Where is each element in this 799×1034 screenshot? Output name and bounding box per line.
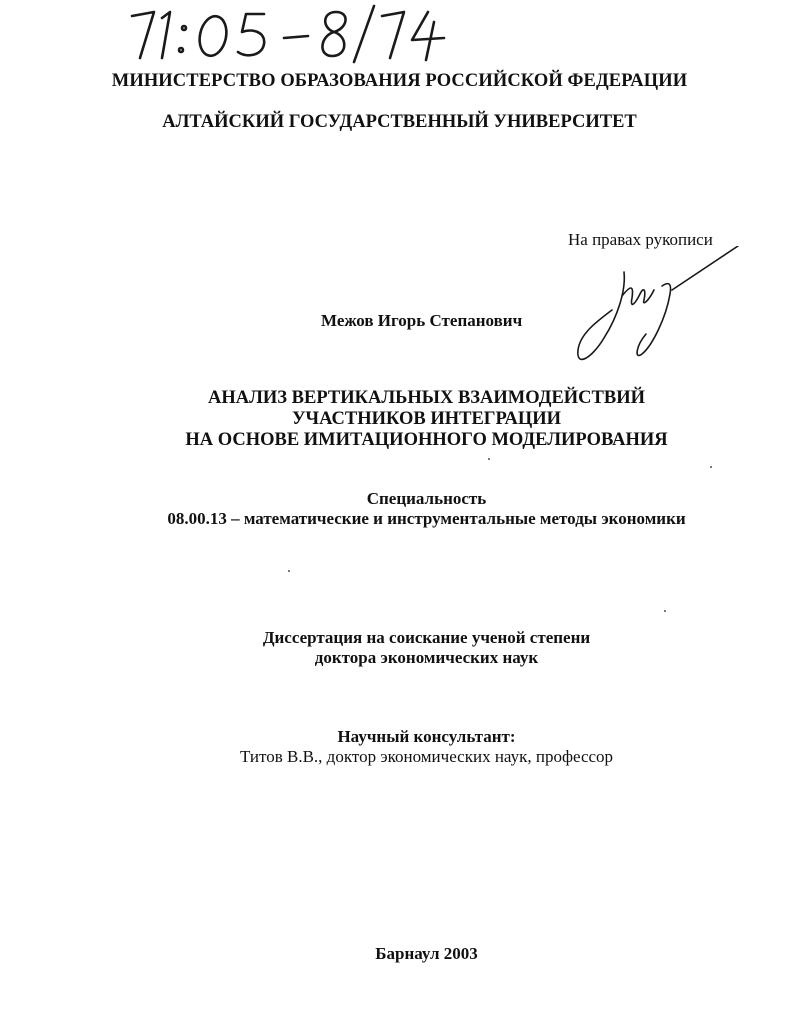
scan-speck xyxy=(664,610,666,612)
title-line: НА ОСНОВЕ ИМИТАЦИОННОГО МОДЕЛИРОВАНИЯ xyxy=(185,430,668,450)
specialty-label: Специальность xyxy=(366,489,487,508)
specialty-value: 08.00.13 – математические и инструментальные методы экономики xyxy=(167,509,686,528)
scan-speck xyxy=(710,466,712,468)
author-name: Межов Игорь Степанович xyxy=(321,311,523,330)
consultant-label: Научный консультант: xyxy=(337,727,516,746)
consultant-block xyxy=(0,727,799,767)
handwritten-signature-icon xyxy=(572,246,742,371)
manuscript-note: На правах рукописи xyxy=(568,230,713,249)
university-heading: АЛТАЙСКИЙ ГОСУДАРСТВЕННЫЙ УНИВЕРСИТЕТ xyxy=(162,112,637,132)
dissertation-title xyxy=(0,388,799,451)
scan-speck xyxy=(488,458,490,460)
handwritten-archive-number-icon xyxy=(128,0,458,70)
degree-line: доктора экономических наук xyxy=(314,648,539,667)
title-line: АНАЛИЗ ВЕРТИКАЛЬНЫХ ВЗАИМОДЕЙСТВИЙ xyxy=(208,388,645,408)
title-line: УЧАСТНИКОВ ИНТЕГРАЦИИ xyxy=(291,409,562,429)
degree-line: Диссертация на соискание ученой степени xyxy=(262,628,591,647)
city-year: Барнаул 2003 xyxy=(375,944,478,963)
scan-speck xyxy=(288,570,290,572)
specialty-block xyxy=(0,489,799,529)
consultant-name: Титов В.В., доктор экономических наук, профессор xyxy=(239,747,614,766)
ministry-heading: МИНИСТЕРСТВО ОБРАЗОВАНИЯ РОССИЙСКОЙ ФЕДЕРАЦИИ xyxy=(111,71,688,91)
degree-block xyxy=(0,628,799,668)
